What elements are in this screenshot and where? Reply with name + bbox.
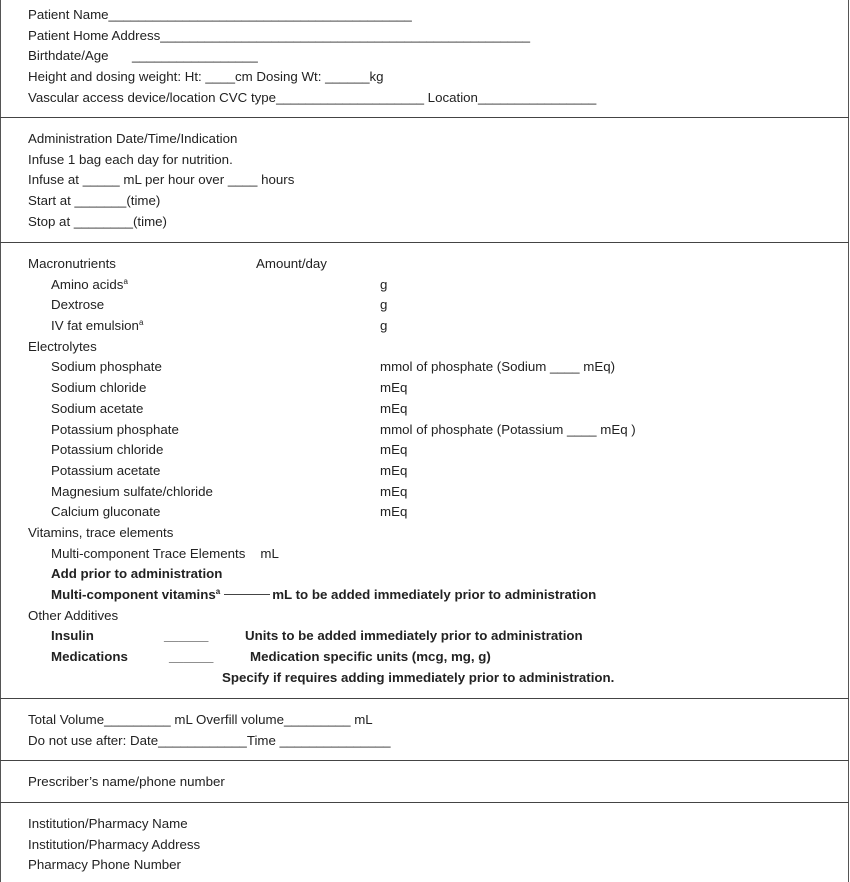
amount-per-day-header: Amount/day (256, 256, 327, 271)
item-unit: g (380, 318, 388, 334)
start-time-field[interactable]: Start at _______(time) (28, 193, 161, 209)
item-unit: mEq (380, 442, 408, 458)
birthdate-field[interactable] (28, 46, 850, 67)
macronutrients-header-row (28, 254, 850, 275)
item-label: Potassium acetate (51, 462, 161, 478)
item-unit: mEq (380, 504, 408, 520)
specify-note: Specify if requires adding immediately prior to administration. (222, 669, 615, 685)
item-unit: mmol of phosphate (Sodium ____ mEq) (380, 359, 616, 375)
item-unit: mEq (380, 462, 408, 478)
blank-line[interactable] (224, 594, 270, 595)
potassium-chloride-row[interactable] (28, 440, 850, 461)
infuse-bag-text: Infuse 1 bag each day for nutrition. (28, 151, 233, 167)
totals-section (28, 710, 850, 751)
medications-row[interactable] (28, 647, 850, 668)
sodium-chloride-row[interactable] (28, 378, 850, 399)
item-label: Sodium chloride (51, 380, 147, 396)
item-label: Sodium acetate (51, 400, 144, 416)
item-label: Amino acids$^a$ (51, 276, 128, 292)
birthdate-label: Birthdate/Age (28, 48, 109, 64)
administration-title: Administration Date/Time/Indication (28, 131, 238, 146)
left-border (0, 0, 1, 882)
medications-instruction: Medication specific units (mcg, mg, g) (250, 649, 491, 665)
insulin-instruction: Units to be added immediately prior to administration (245, 628, 583, 644)
prescriber-section (28, 772, 850, 793)
item-unit: mEq (380, 483, 408, 499)
item-unit: g (380, 276, 388, 292)
vascular-access-field[interactable]: Vascular access device/location CVC type____________________ Location________________ (28, 89, 597, 105)
section-divider (0, 698, 849, 699)
administration-section (28, 129, 850, 232)
total-volume-field[interactable]: Total Volume_________ mL Overfill volume_________ mL (28, 712, 373, 727)
section-divider (0, 117, 849, 118)
section-divider (0, 802, 849, 803)
vitamins-header: Vitamins, trace elements (28, 524, 174, 540)
calcium-gluconate-row[interactable] (28, 502, 850, 523)
infuse-rate-field[interactable]: Infuse at _____ mL per hour over ____ hours (28, 172, 295, 188)
medications-blank[interactable]: ______ (169, 649, 214, 665)
insulin-blank[interactable]: ______ (164, 628, 209, 644)
item-unit: g (380, 297, 388, 313)
multi-vitamins-row[interactable] (28, 585, 850, 606)
nutrients-section (28, 254, 850, 688)
patient-section (28, 5, 850, 108)
item-label: Multi-component Trace Elements mL (51, 545, 279, 561)
pharmacy-phone-field[interactable]: Pharmacy Phone Number (28, 857, 181, 873)
trace-elements-row[interactable] (28, 544, 850, 565)
patient-name-field[interactable]: Patient Name_________________________________________ (28, 7, 412, 22)
item-label: Medications (51, 649, 128, 665)
magnesium-row[interactable] (28, 482, 850, 503)
stop-time-field[interactable]: Stop at ________(time) (28, 213, 167, 229)
insulin-row[interactable] (28, 626, 850, 647)
item-unit: mEq (380, 400, 408, 416)
item-label: Magnesium sulfate/chloride (51, 483, 213, 499)
iv-fat-emulsion-row[interactable] (28, 316, 850, 337)
expiry-field[interactable]: Do not use after: Date____________Time _______________ (28, 732, 391, 748)
item-label: Insulin (51, 628, 94, 644)
item-unit: mL to be added immediately prior to administration (272, 587, 597, 602)
height-weight-field[interactable]: Height and dosing weight: Ht: ____cm Dosing Wt: ______kg (28, 69, 384, 85)
item-label: Potassium chloride (51, 442, 164, 458)
amino-acids-row[interactable] (28, 275, 850, 296)
item-unit: mmol of phosphate (Potassium ____ mEq ) (380, 421, 636, 437)
institution-section (28, 814, 850, 876)
item-label: IV fat emulsion$^a$ (51, 318, 144, 334)
section-divider (0, 242, 849, 243)
potassium-phosphate-row[interactable] (28, 420, 850, 441)
institution-name-field[interactable]: Institution/Pharmacy Name (28, 816, 188, 831)
item-label: Calcium gluconate (51, 504, 161, 520)
dextrose-row[interactable] (28, 295, 850, 316)
macronutrients-header: Macronutrients (28, 256, 116, 271)
sodium-phosphate-row[interactable] (28, 357, 850, 378)
item-label: Multi-component vitamins$^a$ mL to be added immediately prior to administration (51, 587, 597, 602)
item-label: Sodium phosphate (51, 359, 162, 375)
birthdate-blank[interactable]: _________________ (132, 48, 258, 64)
electrolytes-header: Electrolytes (28, 338, 97, 354)
add-prior-label: Add prior to administration (51, 566, 223, 582)
section-divider (0, 760, 849, 761)
institution-address-field[interactable]: Institution/Pharmacy Address (28, 836, 201, 852)
item-label: Potassium phosphate (51, 421, 179, 437)
prescriber-field[interactable]: Prescriber’s name/phone number (28, 774, 225, 789)
item-unit: mL (260, 545, 279, 561)
patient-address-field[interactable]: Patient Home Address__________________________________________________ (28, 27, 531, 43)
potassium-acetate-row[interactable] (28, 461, 850, 482)
item-label: Dextrose (51, 297, 105, 313)
item-unit: mEq (380, 380, 408, 396)
other-additives-header: Other Additives (28, 607, 119, 623)
sodium-acetate-row[interactable] (28, 399, 850, 420)
